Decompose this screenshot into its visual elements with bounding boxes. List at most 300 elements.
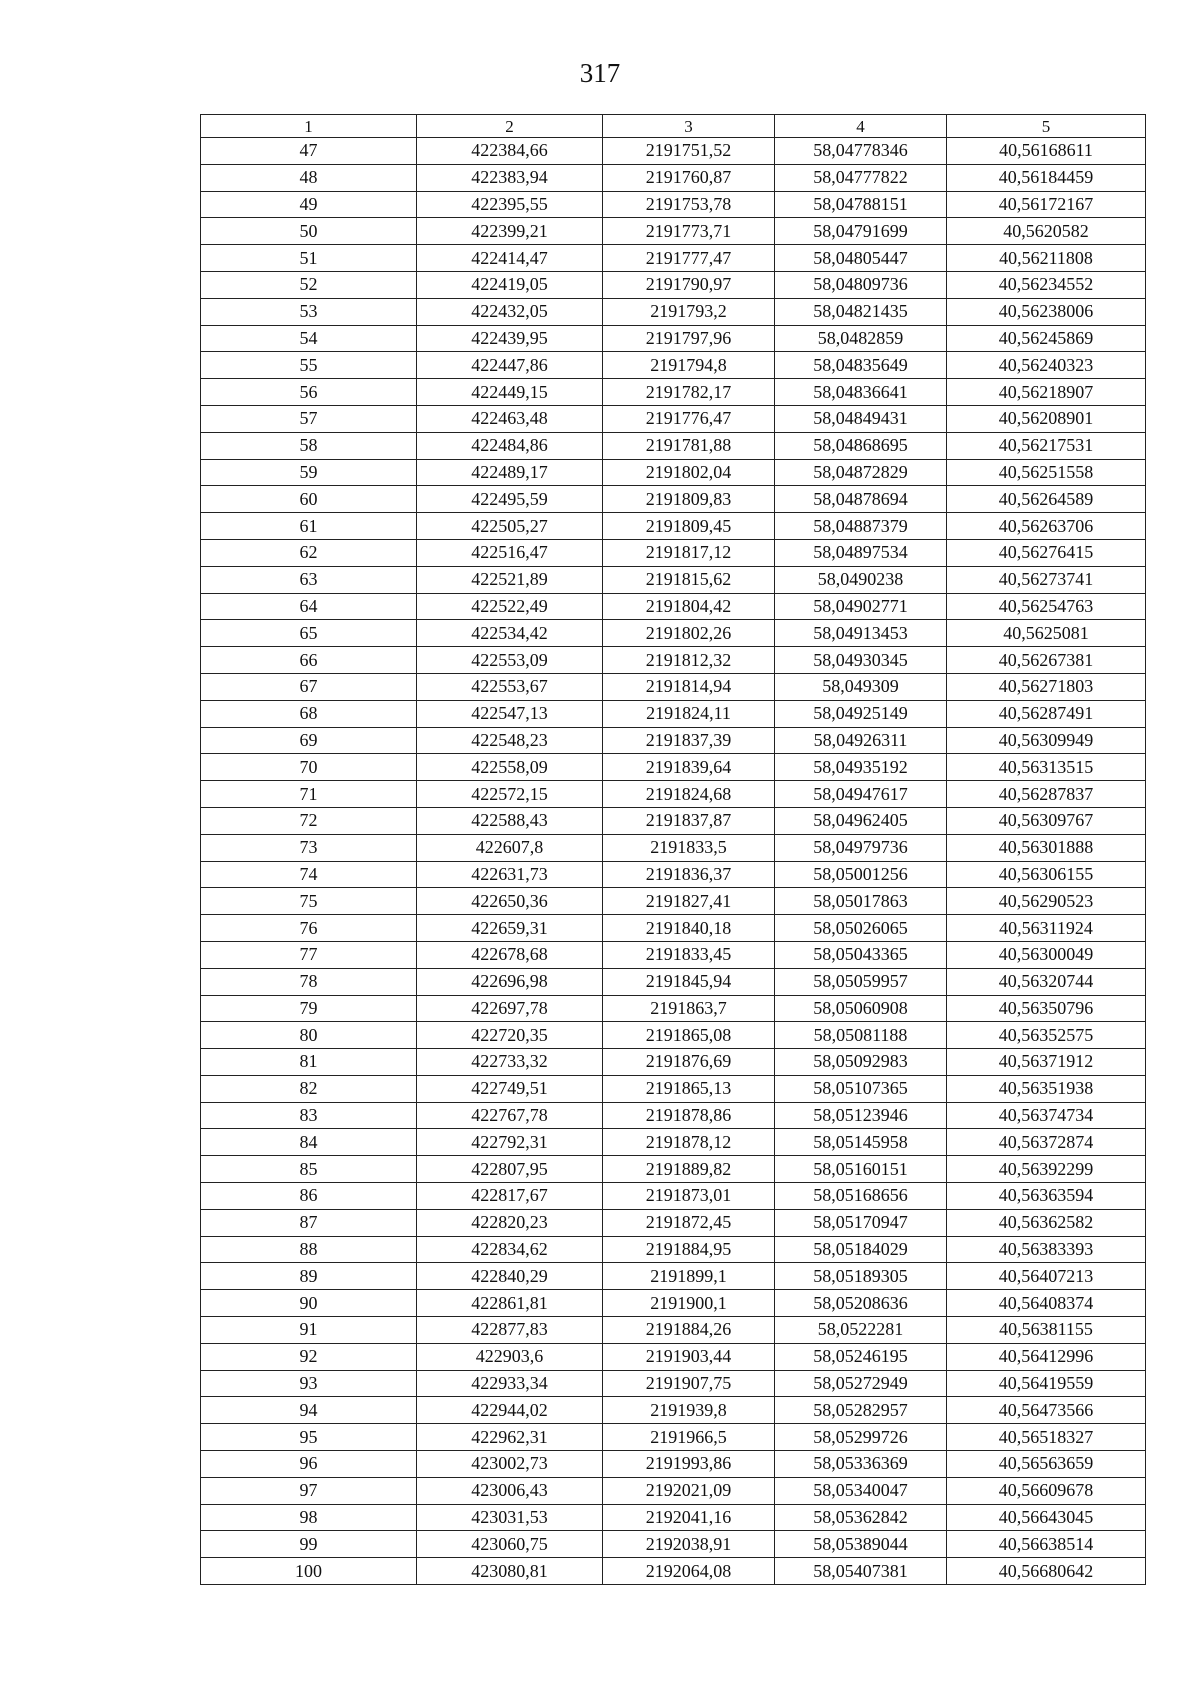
point-number-cell: 59 <box>201 459 417 486</box>
column-header: 2 <box>417 115 603 138</box>
table-row <box>201 1263 1146 1290</box>
table-row <box>201 1343 1146 1370</box>
point-number-cell: 78 <box>201 968 417 995</box>
point-number-cell: 64 <box>201 593 417 620</box>
point-number-cell: 99 <box>201 1531 417 1558</box>
latitude-cell: 58,04849431 <box>775 405 947 432</box>
x-coordinate-cell: 422447,86 <box>417 352 603 379</box>
longitude-cell: 40,56208901 <box>947 405 1146 432</box>
latitude-cell: 58,04935192 <box>775 754 947 781</box>
table-row <box>201 1129 1146 1156</box>
latitude-cell: 58,05017863 <box>775 888 947 915</box>
x-coordinate-cell: 422439,95 <box>417 325 603 352</box>
point-number-cell: 56 <box>201 379 417 406</box>
table-row <box>201 1156 1146 1183</box>
coordinates-table-container <box>200 114 1145 1585</box>
point-number-cell: 71 <box>201 781 417 808</box>
point-number-cell: 51 <box>201 245 417 272</box>
longitude-cell: 40,56309767 <box>947 807 1146 834</box>
table-row <box>201 539 1146 566</box>
y-coordinate-cell: 2192038,91 <box>603 1531 775 1558</box>
longitude-cell: 40,56254763 <box>947 593 1146 620</box>
x-coordinate-cell: 422807,95 <box>417 1156 603 1183</box>
table-row <box>201 647 1146 674</box>
y-coordinate-cell: 2191781,88 <box>603 432 775 459</box>
point-number-cell: 53 <box>201 298 417 325</box>
longitude-cell: 40,56363594 <box>947 1183 1146 1210</box>
y-coordinate-cell: 2192021,09 <box>603 1477 775 1504</box>
longitude-cell: 40,56168611 <box>947 138 1146 165</box>
point-number-cell: 95 <box>201 1424 417 1451</box>
longitude-cell: 40,56392299 <box>947 1156 1146 1183</box>
latitude-cell: 58,04805447 <box>775 245 947 272</box>
longitude-cell: 40,56271803 <box>947 673 1146 700</box>
y-coordinate-cell: 2191753,78 <box>603 191 775 218</box>
x-coordinate-cell: 422548,23 <box>417 727 603 754</box>
y-coordinate-cell: 2191833,5 <box>603 834 775 861</box>
y-coordinate-cell: 2191865,13 <box>603 1075 775 1102</box>
point-number-cell: 49 <box>201 191 417 218</box>
point-number-cell: 63 <box>201 566 417 593</box>
longitude-cell: 40,56251558 <box>947 459 1146 486</box>
y-coordinate-cell: 2191751,52 <box>603 138 775 165</box>
x-coordinate-cell: 422696,98 <box>417 968 603 995</box>
y-coordinate-cell: 2191840,18 <box>603 915 775 942</box>
y-coordinate-cell: 2191900,1 <box>603 1290 775 1317</box>
table-row <box>201 1209 1146 1236</box>
x-coordinate-cell: 423080,81 <box>417 1558 603 1585</box>
latitude-cell: 58,05246195 <box>775 1343 947 1370</box>
table-row <box>201 1049 1146 1076</box>
table-row <box>201 271 1146 298</box>
y-coordinate-cell: 2191809,45 <box>603 513 775 540</box>
longitude-cell: 40,56276415 <box>947 539 1146 566</box>
y-coordinate-cell: 2191903,44 <box>603 1343 775 1370</box>
table-row <box>201 834 1146 861</box>
x-coordinate-cell: 422659,31 <box>417 915 603 942</box>
point-number-cell: 62 <box>201 539 417 566</box>
longitude-cell: 40,56563659 <box>947 1451 1146 1478</box>
y-coordinate-cell: 2191817,12 <box>603 539 775 566</box>
longitude-cell: 40,56609678 <box>947 1477 1146 1504</box>
latitude-cell: 58,05160151 <box>775 1156 947 1183</box>
x-coordinate-cell: 422534,42 <box>417 620 603 647</box>
x-coordinate-cell: 422505,27 <box>417 513 603 540</box>
column-header: 1 <box>201 115 417 138</box>
y-coordinate-cell: 2191865,08 <box>603 1022 775 1049</box>
y-coordinate-cell: 2191814,94 <box>603 673 775 700</box>
longitude-cell: 40,56217531 <box>947 432 1146 459</box>
latitude-cell: 58,05407381 <box>775 1558 947 1585</box>
latitude-cell: 58,0522281 <box>775 1317 947 1344</box>
latitude-cell: 58,05026065 <box>775 915 947 942</box>
y-coordinate-cell: 2191878,86 <box>603 1102 775 1129</box>
latitude-cell: 58,05123946 <box>775 1102 947 1129</box>
table-row <box>201 754 1146 781</box>
point-number-cell: 93 <box>201 1370 417 1397</box>
latitude-cell: 58,05060908 <box>775 995 947 1022</box>
table-row <box>201 379 1146 406</box>
table-body <box>201 138 1146 1585</box>
table-row <box>201 1558 1146 1585</box>
table-row <box>201 245 1146 272</box>
latitude-cell: 58,04979736 <box>775 834 947 861</box>
table-row <box>201 995 1146 1022</box>
table-row <box>201 1183 1146 1210</box>
latitude-cell: 58,04788151 <box>775 191 947 218</box>
longitude-cell: 40,56408374 <box>947 1290 1146 1317</box>
longitude-cell: 40,56407213 <box>947 1263 1146 1290</box>
longitude-cell: 40,56300049 <box>947 941 1146 968</box>
latitude-cell: 58,05272949 <box>775 1370 947 1397</box>
x-coordinate-cell: 422767,78 <box>417 1102 603 1129</box>
latitude-cell: 58,05336369 <box>775 1451 947 1478</box>
longitude-cell: 40,56638514 <box>947 1531 1146 1558</box>
longitude-cell: 40,5625081 <box>947 620 1146 647</box>
y-coordinate-cell: 2191839,64 <box>603 754 775 781</box>
point-number-cell: 50 <box>201 218 417 245</box>
y-coordinate-cell: 2192064,08 <box>603 1558 775 1585</box>
x-coordinate-cell: 422877,83 <box>417 1317 603 1344</box>
table-row <box>201 620 1146 647</box>
point-number-cell: 81 <box>201 1049 417 1076</box>
longitude-cell: 40,56172167 <box>947 191 1146 218</box>
latitude-cell: 58,04836641 <box>775 379 947 406</box>
latitude-cell: 58,05340047 <box>775 1477 947 1504</box>
point-number-cell: 90 <box>201 1290 417 1317</box>
longitude-cell: 40,56273741 <box>947 566 1146 593</box>
x-coordinate-cell: 422631,73 <box>417 861 603 888</box>
longitude-cell: 40,56419559 <box>947 1370 1146 1397</box>
y-coordinate-cell: 2191777,47 <box>603 245 775 272</box>
y-coordinate-cell: 2191776,47 <box>603 405 775 432</box>
table-row <box>201 218 1146 245</box>
point-number-cell: 74 <box>201 861 417 888</box>
x-coordinate-cell: 422384,66 <box>417 138 603 165</box>
page-number: 317 <box>579 58 621 88</box>
table-row <box>201 915 1146 942</box>
table-row <box>201 405 1146 432</box>
y-coordinate-cell: 2191872,45 <box>603 1209 775 1236</box>
table-row <box>201 298 1146 325</box>
point-number-cell: 54 <box>201 325 417 352</box>
x-coordinate-cell: 422521,89 <box>417 566 603 593</box>
latitude-cell: 58,05145958 <box>775 1129 947 1156</box>
x-coordinate-cell: 422463,48 <box>417 405 603 432</box>
y-coordinate-cell: 2191797,96 <box>603 325 775 352</box>
x-coordinate-cell: 422419,05 <box>417 271 603 298</box>
point-number-cell: 47 <box>201 138 417 165</box>
y-coordinate-cell: 2191833,45 <box>603 941 775 968</box>
y-coordinate-cell: 2191889,82 <box>603 1156 775 1183</box>
y-coordinate-cell: 2191837,39 <box>603 727 775 754</box>
latitude-cell: 58,05362842 <box>775 1504 947 1531</box>
table-row <box>201 807 1146 834</box>
y-coordinate-cell: 2191966,5 <box>603 1424 775 1451</box>
latitude-cell: 58,04962405 <box>775 807 947 834</box>
x-coordinate-cell: 422817,67 <box>417 1183 603 1210</box>
table-row <box>201 1075 1146 1102</box>
table-row <box>201 781 1146 808</box>
latitude-cell: 58,05299726 <box>775 1424 947 1451</box>
y-coordinate-cell: 2191993,86 <box>603 1451 775 1478</box>
x-coordinate-cell: 422395,55 <box>417 191 603 218</box>
x-coordinate-cell: 422547,13 <box>417 700 603 727</box>
longitude-cell: 40,56412996 <box>947 1343 1146 1370</box>
point-number-cell: 69 <box>201 727 417 754</box>
x-coordinate-cell: 422432,05 <box>417 298 603 325</box>
x-coordinate-cell: 422933,34 <box>417 1370 603 1397</box>
x-coordinate-cell: 422792,31 <box>417 1129 603 1156</box>
coordinates-table <box>200 114 1146 1585</box>
x-coordinate-cell: 422834,62 <box>417 1236 603 1263</box>
latitude-cell: 58,0482859 <box>775 325 947 352</box>
x-coordinate-cell: 423060,75 <box>417 1531 603 1558</box>
table-row <box>201 432 1146 459</box>
x-coordinate-cell: 422962,31 <box>417 1424 603 1451</box>
longitude-cell: 40,56234552 <box>947 271 1146 298</box>
point-number-cell: 89 <box>201 1263 417 1290</box>
y-coordinate-cell: 2191836,37 <box>603 861 775 888</box>
x-coordinate-cell: 422489,17 <box>417 459 603 486</box>
latitude-cell: 58,049309 <box>775 673 947 700</box>
y-coordinate-cell: 2191845,94 <box>603 968 775 995</box>
y-coordinate-cell: 2191804,42 <box>603 593 775 620</box>
y-coordinate-cell: 2191793,2 <box>603 298 775 325</box>
point-number-cell: 100 <box>201 1558 417 1585</box>
latitude-cell: 58,05189305 <box>775 1263 947 1290</box>
longitude-cell: 40,56643045 <box>947 1504 1146 1531</box>
y-coordinate-cell: 2191824,11 <box>603 700 775 727</box>
y-coordinate-cell: 2192041,16 <box>603 1504 775 1531</box>
latitude-cell: 58,04872829 <box>775 459 947 486</box>
longitude-cell: 40,56383393 <box>947 1236 1146 1263</box>
point-number-cell: 80 <box>201 1022 417 1049</box>
x-coordinate-cell: 422697,78 <box>417 995 603 1022</box>
longitude-cell: 40,56309949 <box>947 727 1146 754</box>
table-row <box>201 1236 1146 1263</box>
latitude-cell: 58,05107365 <box>775 1075 947 1102</box>
y-coordinate-cell: 2191899,1 <box>603 1263 775 1290</box>
latitude-cell: 58,05092983 <box>775 1049 947 1076</box>
table-row <box>201 888 1146 915</box>
longitude-cell: 40,56473566 <box>947 1397 1146 1424</box>
longitude-cell: 40,56264589 <box>947 486 1146 513</box>
x-coordinate-cell: 422840,29 <box>417 1263 603 1290</box>
longitude-cell: 40,56218907 <box>947 379 1146 406</box>
point-number-cell: 73 <box>201 834 417 861</box>
point-number-cell: 97 <box>201 1477 417 1504</box>
latitude-cell: 58,05059957 <box>775 968 947 995</box>
latitude-cell: 58,04777822 <box>775 164 947 191</box>
longitude-cell: 40,56184459 <box>947 164 1146 191</box>
latitude-cell: 58,04809736 <box>775 271 947 298</box>
x-coordinate-cell: 422944,02 <box>417 1397 603 1424</box>
table-row <box>201 513 1146 540</box>
point-number-cell: 75 <box>201 888 417 915</box>
x-coordinate-cell: 422399,21 <box>417 218 603 245</box>
latitude-cell: 58,05168656 <box>775 1183 947 1210</box>
x-coordinate-cell: 423006,43 <box>417 1477 603 1504</box>
point-number-cell: 86 <box>201 1183 417 1210</box>
point-number-cell: 68 <box>201 700 417 727</box>
longitude-cell: 40,56238006 <box>947 298 1146 325</box>
point-number-cell: 98 <box>201 1504 417 1531</box>
y-coordinate-cell: 2191782,17 <box>603 379 775 406</box>
y-coordinate-cell: 2191773,71 <box>603 218 775 245</box>
latitude-cell: 58,04913453 <box>775 620 947 647</box>
point-number-cell: 60 <box>201 486 417 513</box>
y-coordinate-cell: 2191878,12 <box>603 1129 775 1156</box>
x-coordinate-cell: 422516,47 <box>417 539 603 566</box>
latitude-cell: 58,04902771 <box>775 593 947 620</box>
latitude-cell: 58,05389044 <box>775 1531 947 1558</box>
longitude-cell: 40,56518327 <box>947 1424 1146 1451</box>
column-header: 4 <box>775 115 947 138</box>
latitude-cell: 58,04821435 <box>775 298 947 325</box>
y-coordinate-cell: 2191802,04 <box>603 459 775 486</box>
latitude-cell: 58,05208636 <box>775 1290 947 1317</box>
table-row <box>201 1022 1146 1049</box>
x-coordinate-cell: 422903,6 <box>417 1343 603 1370</box>
x-coordinate-cell: 422733,32 <box>417 1049 603 1076</box>
latitude-cell: 58,04778346 <box>775 138 947 165</box>
latitude-cell: 58,04868695 <box>775 432 947 459</box>
table-row <box>201 325 1146 352</box>
latitude-cell: 58,04878694 <box>775 486 947 513</box>
table-header-row <box>201 115 1146 138</box>
table-row <box>201 1317 1146 1344</box>
table-row <box>201 1102 1146 1129</box>
point-number-cell: 83 <box>201 1102 417 1129</box>
latitude-cell: 58,05081188 <box>775 1022 947 1049</box>
table-row <box>201 727 1146 754</box>
longitude-cell: 40,56211808 <box>947 245 1146 272</box>
x-coordinate-cell: 422820,23 <box>417 1209 603 1236</box>
longitude-cell: 40,56267381 <box>947 647 1146 674</box>
latitude-cell: 58,04791699 <box>775 218 947 245</box>
table-row <box>201 191 1146 218</box>
y-coordinate-cell: 2191802,26 <box>603 620 775 647</box>
table-row <box>201 138 1146 165</box>
point-number-cell: 67 <box>201 673 417 700</box>
y-coordinate-cell: 2191876,69 <box>603 1049 775 1076</box>
x-coordinate-cell: 422720,35 <box>417 1022 603 1049</box>
y-coordinate-cell: 2191760,87 <box>603 164 775 191</box>
point-number-cell: 61 <box>201 513 417 540</box>
y-coordinate-cell: 2191790,97 <box>603 271 775 298</box>
longitude-cell: 40,56381155 <box>947 1317 1146 1344</box>
x-coordinate-cell: 423002,73 <box>417 1451 603 1478</box>
table-row <box>201 700 1146 727</box>
latitude-cell: 58,05001256 <box>775 861 947 888</box>
point-number-cell: 96 <box>201 1451 417 1478</box>
y-coordinate-cell: 2191907,75 <box>603 1370 775 1397</box>
longitude-cell: 40,56350796 <box>947 995 1146 1022</box>
point-number-cell: 82 <box>201 1075 417 1102</box>
x-coordinate-cell: 422588,43 <box>417 807 603 834</box>
table-row <box>201 459 1146 486</box>
longitude-cell: 40,56372874 <box>947 1129 1146 1156</box>
latitude-cell: 58,04925149 <box>775 700 947 727</box>
table-row <box>201 968 1146 995</box>
longitude-cell: 40,56306155 <box>947 861 1146 888</box>
column-header: 5 <box>947 115 1146 138</box>
latitude-cell: 58,04897534 <box>775 539 947 566</box>
point-number-cell: 91 <box>201 1317 417 1344</box>
table-row <box>201 1370 1146 1397</box>
latitude-cell: 58,04947617 <box>775 781 947 808</box>
point-number-cell: 52 <box>201 271 417 298</box>
column-header: 3 <box>603 115 775 138</box>
longitude-cell: 40,56320744 <box>947 968 1146 995</box>
table-row <box>201 593 1146 620</box>
y-coordinate-cell: 2191794,8 <box>603 352 775 379</box>
longitude-cell: 40,56374734 <box>947 1102 1146 1129</box>
x-coordinate-cell: 422607,8 <box>417 834 603 861</box>
table-row <box>201 1451 1146 1478</box>
latitude-cell: 58,05184029 <box>775 1236 947 1263</box>
table-row <box>201 1424 1146 1451</box>
latitude-cell: 58,04835649 <box>775 352 947 379</box>
y-coordinate-cell: 2191827,41 <box>603 888 775 915</box>
y-coordinate-cell: 2191863,7 <box>603 995 775 1022</box>
x-coordinate-cell: 422449,15 <box>417 379 603 406</box>
point-number-cell: 85 <box>201 1156 417 1183</box>
table-row <box>201 861 1146 888</box>
point-number-cell: 88 <box>201 1236 417 1263</box>
table-row <box>201 1531 1146 1558</box>
latitude-cell: 58,05282957 <box>775 1397 947 1424</box>
point-number-cell: 55 <box>201 352 417 379</box>
point-number-cell: 70 <box>201 754 417 781</box>
point-number-cell: 87 <box>201 1209 417 1236</box>
latitude-cell: 58,04926311 <box>775 727 947 754</box>
x-coordinate-cell: 422553,09 <box>417 647 603 674</box>
table-row <box>201 1477 1146 1504</box>
table-row <box>201 1504 1146 1531</box>
y-coordinate-cell: 2191837,87 <box>603 807 775 834</box>
longitude-cell: 40,5620582 <box>947 218 1146 245</box>
table-row <box>201 1397 1146 1424</box>
x-coordinate-cell: 422484,86 <box>417 432 603 459</box>
longitude-cell: 40,56371912 <box>947 1049 1146 1076</box>
x-coordinate-cell: 422572,15 <box>417 781 603 808</box>
table-row <box>201 486 1146 513</box>
table-row <box>201 941 1146 968</box>
x-coordinate-cell: 422749,51 <box>417 1075 603 1102</box>
longitude-cell: 40,56311924 <box>947 915 1146 942</box>
y-coordinate-cell: 2191815,62 <box>603 566 775 593</box>
x-coordinate-cell: 422414,47 <box>417 245 603 272</box>
table-row <box>201 673 1146 700</box>
latitude-cell: 58,04887379 <box>775 513 947 540</box>
y-coordinate-cell: 2191812,32 <box>603 647 775 674</box>
y-coordinate-cell: 2191884,26 <box>603 1317 775 1344</box>
longitude-cell: 40,56287837 <box>947 781 1146 808</box>
y-coordinate-cell: 2191873,01 <box>603 1183 775 1210</box>
x-coordinate-cell: 422383,94 <box>417 164 603 191</box>
y-coordinate-cell: 2191939,8 <box>603 1397 775 1424</box>
x-coordinate-cell: 422678,68 <box>417 941 603 968</box>
longitude-cell: 40,56301888 <box>947 834 1146 861</box>
point-number-cell: 77 <box>201 941 417 968</box>
point-number-cell: 65 <box>201 620 417 647</box>
longitude-cell: 40,56245869 <box>947 325 1146 352</box>
point-number-cell: 79 <box>201 995 417 1022</box>
point-number-cell: 66 <box>201 647 417 674</box>
longitude-cell: 40,56351938 <box>947 1075 1146 1102</box>
